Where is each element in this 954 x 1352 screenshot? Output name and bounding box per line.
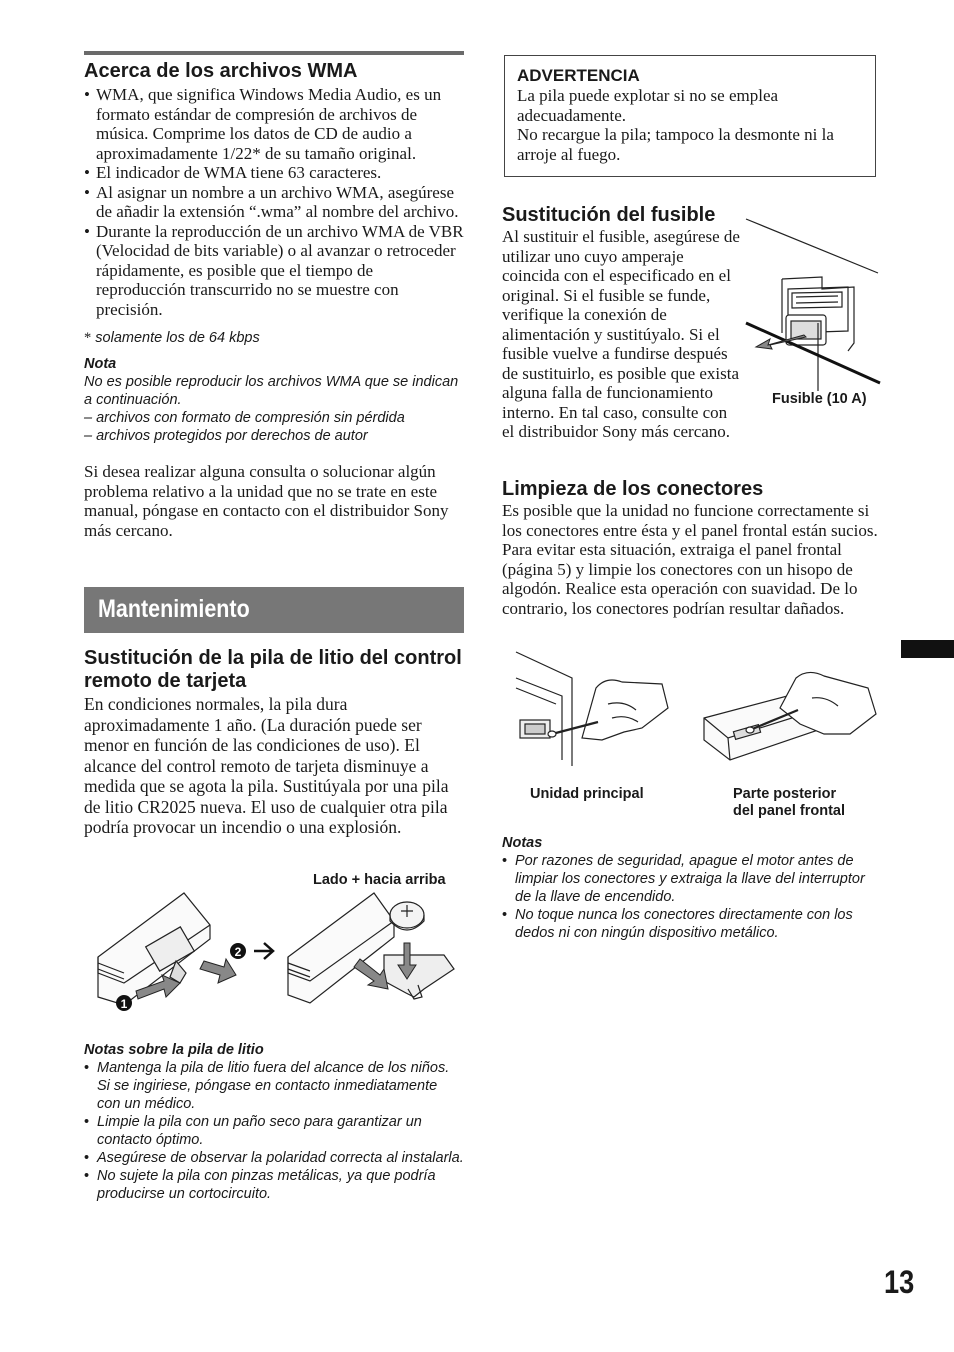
connectors-notes — [502, 834, 882, 942]
footnote-text: solamente los de 64 kbps — [95, 330, 260, 346]
page-number: 13 — [884, 1264, 915, 1300]
battery-note: • Asegúrese de observar la polaridad correcta al instalarla. — [84, 1149, 464, 1167]
connectors-note: • No toque nunca los conectores directamente con los dedos ni con ningún dispositivo metálico. — [502, 906, 882, 942]
fuse-section — [502, 204, 742, 442]
battery-heading: Sustitución de la pila de litio del control remoto de tarjeta — [84, 647, 462, 692]
battery-notes — [84, 1041, 464, 1203]
battery-section — [84, 647, 464, 838]
connectors-notes-title: Notas — [502, 835, 543, 851]
battery-notes-title: Notas sobre la pila de litio — [84, 1042, 264, 1058]
wma-bullet: • Al asignar un nombre a un archivo WMA, asegúrese de añadir la extensión “.wma” al nombre del archivo. — [84, 183, 464, 222]
warning-title: ADVERTENCIA — [517, 66, 640, 85]
connectors-text: Es posible que la unidad no funcione correctamente si los conectores entre ésta y el panel frontal están sucios. Para evitar esta situación, extraiga el panel frontal (página 5) y limpie los conectores con un hisopo de algodón. Realice esta operación con suavidad. De lo contrario, los conectores podrían resultar dañados. — [502, 501, 878, 618]
fuse-figure-label: Fusible (10 A) — [772, 391, 867, 407]
battery-note: • Mantenga la pila de litio fuera del alcance de los niños. Si se ingiriese, póngase en contacto inmediatamente con un médico. — [84, 1059, 464, 1113]
wma-bullets — [84, 85, 464, 319]
connectors-notes-list — [502, 852, 882, 942]
step-2-marker — [230, 943, 273, 959]
front-panel-illustration — [700, 648, 880, 768]
wma-section — [84, 60, 464, 540]
wma-note-line: – archivos con formato de compresión sin pérdida — [84, 410, 405, 426]
fuse-text: Al sustituir el fusible, asegúrese de utilizar uno cuyo amperaje coincida con el especificado en el original. Si el fusible se funde, verifique la conexión de alimentación y sustitúyalo. Si el fusible vuelve a fundirse después de sustituirlo, es posible que exista alguna falla de funcionamiento interno. En tal caso, consulte con el distribuidor Sony más cercano. — [502, 227, 740, 441]
warning-box — [504, 55, 876, 177]
battery-text: En condiciones normales, la pila dura aproximadamente 1 año. (La duración puede ser menor en función de las condiciones de uso). El alcance del control remoto de tarjeta disminuye a medida que se agota la pila. Sustitúyala por una pila de litio CR2025 nueva. El uso de cualquier otra pila podría provocar un incendio o una explosión. — [84, 694, 449, 837]
connectors-note: • Por razones de seguridad, apague el motor antes de limpiar los conectores y extraiga la llave del interruptor de la llave de encendido. — [502, 852, 882, 906]
wma-note-title: Nota — [84, 356, 117, 372]
section-banner — [84, 587, 464, 633]
warning-text-2: No recargue la pila; tampoco la desmonte ni la arroje al fuego. — [517, 125, 834, 164]
battery-note: • Limpie la pila con un paño seco para garantizar un contacto óptimo. — [84, 1113, 464, 1149]
step-2-number: 2 — [234, 945, 242, 959]
top-rule-left — [84, 51, 464, 55]
footnote-mark: * — [84, 330, 92, 346]
wma-note-line: No es posible reproducir los archivos WMA que se indican a continuación. — [84, 374, 459, 408]
battery-figure-label: Lado + hacia arriba — [313, 872, 446, 888]
warning-text-1: La pila puede explotar si no se emplea adecuadamente. — [517, 86, 779, 125]
wma-bullet: • WMA, que significa Windows Media Audio, es un formato estándar de compresión de archivos de música. Comprime los datos de CD de audio a aproximadamente 1/22* de su tamaño original. — [84, 85, 464, 163]
connectors-section — [502, 478, 880, 618]
front-panel-label-line: del panel frontal — [733, 803, 845, 819]
step-1-number: 1 — [120, 997, 128, 1011]
wma-heading: Acerca de los archivos WMA — [84, 60, 358, 82]
battery-note: • No sujete la pila con pinzas metálicas, ya que podría producirse un cortocircuito. — [84, 1167, 464, 1203]
fuse-illustration — [742, 215, 882, 385]
wma-footnote — [84, 329, 464, 347]
front-panel-label-line: Parte posterior — [733, 786, 837, 802]
fuse-heading: Sustitución del fusible — [502, 204, 716, 226]
wma-bullet: • Durante la reproducción de un archivo WMA de VBR (Velocidad de bits variable) o al avanzar o retroceder rápidamente, es posible que el tiempo de reproducción transcurrido no se muestre con precisión. — [84, 222, 464, 320]
step-1-marker — [116, 995, 132, 1011]
battery-notes-list — [84, 1059, 464, 1203]
section-title: Mantenimiento — [98, 595, 250, 623]
main-unit-label: Unidad principal — [530, 786, 644, 802]
wma-note-line: – archivos protegidos por derechos de autor — [84, 428, 368, 444]
language-edge-tab — [901, 640, 954, 658]
wma-note — [84, 355, 464, 445]
battery-illustration — [84, 885, 464, 1025]
wma-bullet: • El indicador de WMA tiene 63 caracteres. — [84, 163, 464, 183]
contact-paragraph: Si desea realizar alguna consulta o solucionar algún problema relativo a la unidad que no se trate en este manual, póngase en contacto con el distribuidor Sony más cercano. — [84, 462, 449, 540]
main-unit-illustration — [512, 648, 672, 768]
connectors-heading: Limpieza de los conectores — [502, 478, 764, 500]
front-panel-label — [733, 786, 845, 820]
